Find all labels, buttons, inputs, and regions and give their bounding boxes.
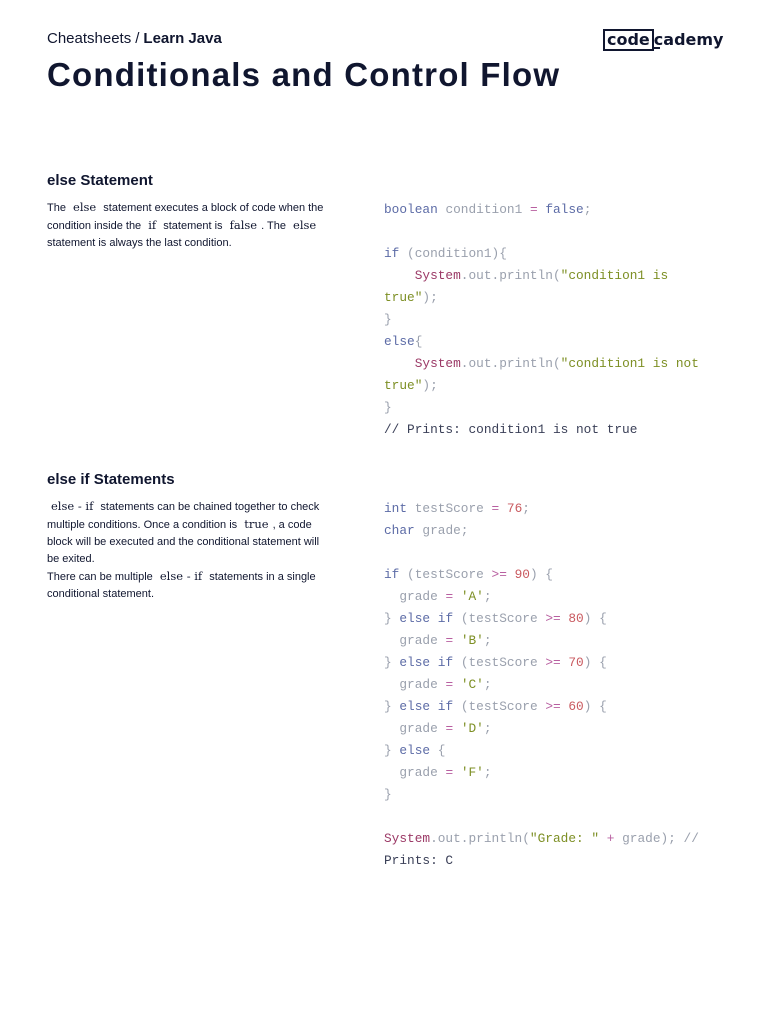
code-line: int testScore = 76; xyxy=(384,501,530,516)
description-text: statement executes a block of code when the condition inside the xyxy=(47,202,324,232)
code-block-else-if xyxy=(384,498,744,872)
section-description-else-if xyxy=(47,498,332,603)
section-heading-else-if: else if Statements xyxy=(47,471,175,488)
code-line: } else if (testScore >= 70) { xyxy=(384,655,607,670)
description-text: The xyxy=(47,202,70,214)
code-line: } xyxy=(384,312,392,327)
code-line xyxy=(384,806,744,828)
code-line: } else { xyxy=(384,743,446,758)
code-line: grade = 'B'; xyxy=(399,633,492,648)
codecademy-logo[interactable] xyxy=(603,29,723,51)
inline-code: false xyxy=(229,218,258,232)
code-line: Prints: C xyxy=(384,853,454,868)
section-description-else xyxy=(47,199,332,252)
inline-code: else xyxy=(293,218,317,232)
inline-code: else - if xyxy=(51,499,94,513)
description-text: There can be multiple xyxy=(47,571,156,583)
code-line: true"); xyxy=(384,378,438,393)
inline-code: else xyxy=(73,200,97,214)
description-text: statements in a single conditional statement. xyxy=(47,571,316,600)
breadcrumb-current-page[interactable]: Learn Java xyxy=(143,30,222,47)
code-line: } else if (testScore >= 60) { xyxy=(384,699,607,714)
breadcrumb-separator: / xyxy=(135,30,140,47)
code-line: System.out.println("condition1 is xyxy=(414,268,669,283)
breadcrumb-link-cheatsheets[interactable]: Cheatsheets xyxy=(47,30,132,47)
code-line: // Prints: condition1 is not true xyxy=(384,422,638,437)
code-block-else xyxy=(384,199,744,441)
code-line: System.out.println("Grade: " + grade); // xyxy=(384,831,699,846)
logo-boxed-text: code xyxy=(603,29,654,51)
code-line: grade = 'A'; xyxy=(399,589,492,604)
description-text: . The xyxy=(261,220,290,232)
code-line: grade = 'F'; xyxy=(399,765,492,780)
description-text: statement is always the last condition. xyxy=(47,237,232,249)
code-line xyxy=(384,221,744,243)
code-line: } xyxy=(384,400,392,415)
code-line: } else if (testScore >= 80) { xyxy=(384,611,607,626)
code-line: } xyxy=(384,787,392,802)
breadcrumb xyxy=(47,30,222,47)
description-text: statements can be chained together to check multiple conditions. Once a condition is xyxy=(47,501,320,531)
code-line: boolean condition1 = false; xyxy=(384,202,592,217)
code-line: grade = 'C'; xyxy=(399,677,492,692)
code-line: else{ xyxy=(384,334,423,349)
code-line: if (condition1){ xyxy=(384,246,507,261)
description-text: , a code block will be executed and the conditional statement will be exited. xyxy=(47,519,320,565)
code-line xyxy=(384,542,744,564)
section-heading-else: else Statement xyxy=(47,172,153,189)
inline-code: else - if xyxy=(159,569,203,583)
description-text: statement is xyxy=(160,220,226,232)
code-line: true"); xyxy=(384,290,438,305)
page-title: Conditionals and Control Flow xyxy=(47,56,561,93)
code-line: System.out.println("condition1 is not xyxy=(414,356,699,371)
logo-rest-text: cademy xyxy=(653,30,724,49)
code-line: char grade; xyxy=(384,523,469,538)
inline-code: true xyxy=(244,517,269,531)
code-line: grade = 'D'; xyxy=(399,721,492,736)
inline-code: if xyxy=(148,218,157,232)
code-line: if (testScore >= 90) { xyxy=(384,567,553,582)
